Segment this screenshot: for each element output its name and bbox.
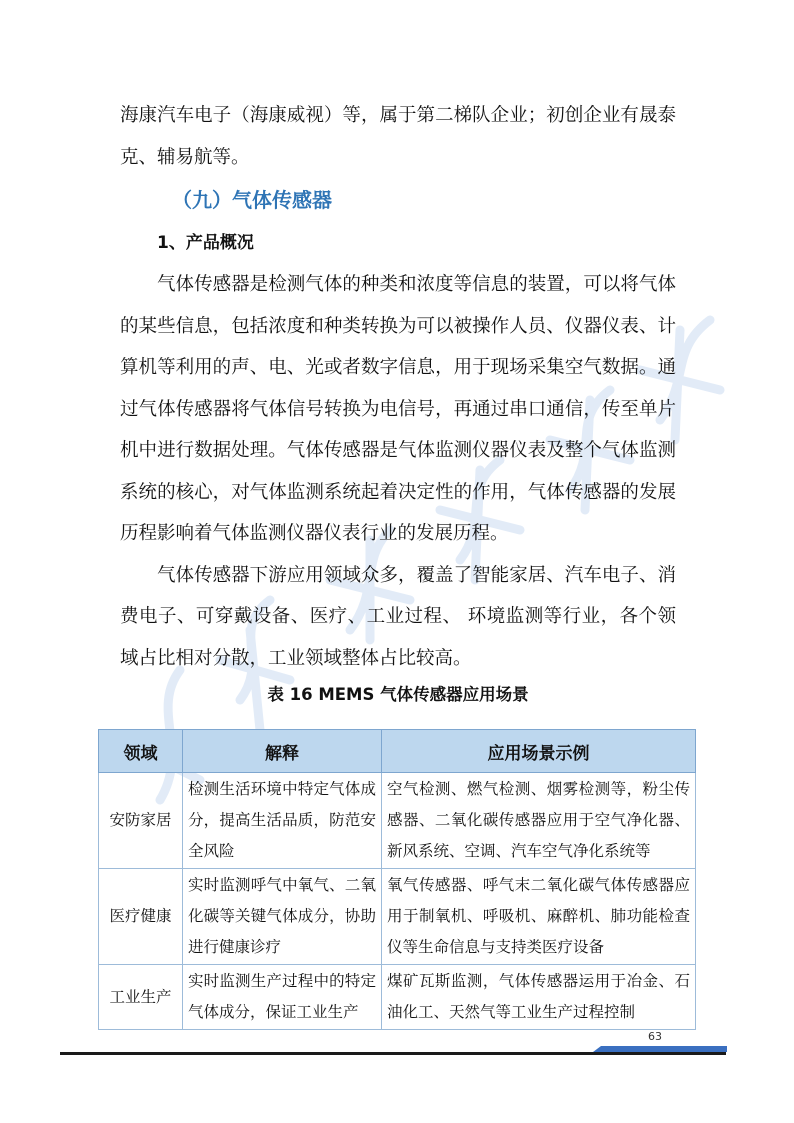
cell-explanation: 实时监测生产过程中的特定气体成分，保证工业生产 bbox=[183, 965, 382, 1030]
cell-examples: 煤矿瓦斯监测，气体传感器运用于冶金、石油化工、天然气等工业生产过程控制 bbox=[382, 965, 696, 1030]
cell-domain: 安防家居 bbox=[99, 773, 183, 869]
header-examples: 应用场景示例 bbox=[382, 730, 696, 773]
header-domain: 领域 bbox=[99, 730, 183, 773]
table-row bbox=[99, 869, 696, 965]
cell-domain: 医疗健康 bbox=[99, 869, 183, 965]
table-caption: 表 16 MEMS 气体传感器应用场景 bbox=[267, 685, 529, 704]
page-number: 63 bbox=[648, 1030, 662, 1043]
cell-explanation: 检测生活环境中特定气体成分，提高生活品质，防范安全风险 bbox=[183, 773, 382, 869]
subsection-heading: 1、产品概况 bbox=[157, 233, 254, 253]
cell-examples: 氧气传感器、呼气末二氧化碳气体传感器应用于制氧机、呼吸机、麻醉机、肺功能检查仪等生命信息与支持类医疗设备 bbox=[382, 869, 696, 965]
page-content bbox=[120, 95, 676, 715]
cell-examples: 空气检测、燃气检测、烟雾检测等，粉尘传感器、二氧化碳传感器应用于空气净化器、新风系统、空调、汽车空气净化系统等 bbox=[382, 773, 696, 869]
body-paragraph-overview: 气体传感器是检测气体的种类和浓度等信息的装置，可以将气体的某些信息，包括浓度和种类转换为可以被操作人员、仪器仪表、计算机等利用的声、电、光或者数字信息，用于现场采集空气数据。通过气体传感器将气体信号转换为电信号，再通过串口通信，传至单片机中进行数据处理。气体传感器是气体监测仪器仪表及整个气体监测系统的核心，对气体监测系统起着决定性的作用，气体传感器的发展历程影响着气体监测仪器仪表行业的发展历程。 bbox=[120, 274, 676, 544]
table-row bbox=[99, 773, 696, 869]
footer-rule bbox=[60, 1052, 726, 1055]
table-row bbox=[99, 965, 696, 1030]
cell-explanation: 实时监测呼气中氧气、二氧化碳等关键气体成分，协助进行健康诊疗 bbox=[183, 869, 382, 965]
continued-paragraph: 海康汽车电子（海康威视）等，属于第二梯队企业；初创企业有晟泰克、辅易航等。 bbox=[120, 105, 676, 168]
body-paragraph-applications: 气体传感器下游应用领域众多，覆盖了智能家居、汽车电子、消费电子、可穿戴设备、医疗、工业过程、 环境监测等行业，各个领域占比相对分散，工业领域整体占比较高。 bbox=[120, 564, 676, 669]
application-scenes-table bbox=[98, 729, 696, 1030]
header-explanation: 解释 bbox=[183, 730, 382, 773]
section-heading: （九）气体传感器 bbox=[172, 188, 332, 212]
cell-domain: 工业生产 bbox=[99, 965, 183, 1030]
table-header-row bbox=[99, 730, 696, 773]
